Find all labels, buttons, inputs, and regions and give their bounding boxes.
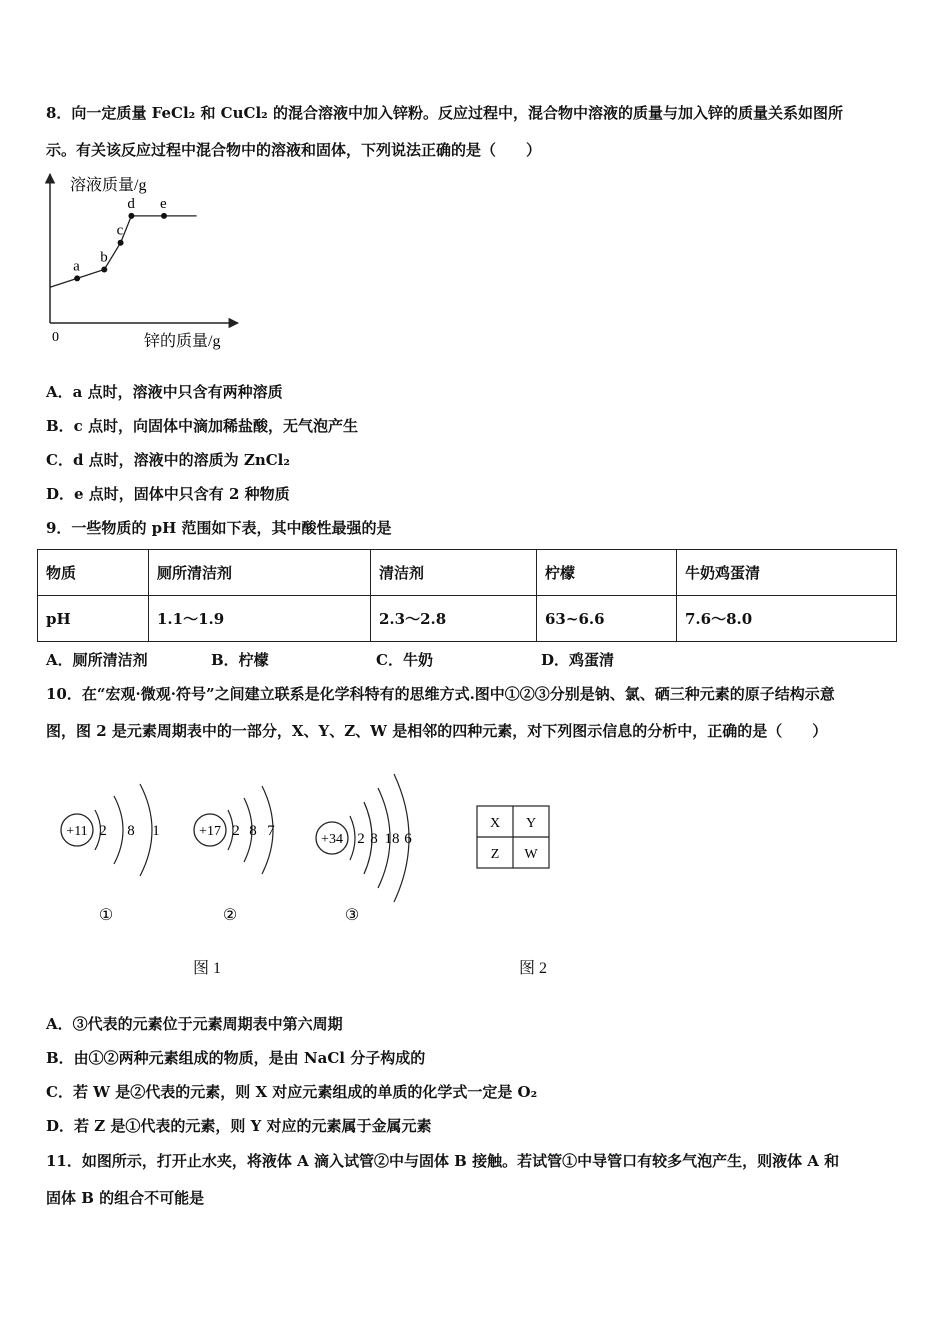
shell-electrons: 7 — [267, 823, 275, 839]
shell-electrons: 2 — [99, 823, 107, 839]
shell-electrons: 8 — [370, 831, 378, 847]
table-cell: 牛奶鸡蛋清 — [677, 550, 897, 596]
table-header-row — [38, 550, 897, 596]
q9-option-b: B．柠檬 — [211, 651, 269, 669]
data-point-d — [128, 213, 134, 219]
q9-option-a: A．厕所清洁剂 — [46, 651, 148, 669]
data-point-c — [118, 240, 124, 246]
data-point-b — [101, 266, 107, 272]
grid-cell: X — [489, 816, 501, 831]
atom-selenium — [316, 774, 412, 924]
table-cell: 7.6～8.0 — [677, 596, 897, 642]
origin-label: 0 — [52, 330, 59, 345]
q10-option-a: A．③代表的元素位于元素周期表中第六周期 — [46, 1015, 343, 1033]
q10-option-b: B．由①②两种元素组成的物质，是由 NaCl 分子构成的 — [46, 1049, 426, 1067]
zinc-mass-chart — [40, 168, 300, 358]
grid-cell: Z — [490, 847, 500, 862]
data-point-label: c — [116, 222, 124, 239]
q8-option-a: A．a 点时，溶液中只含有两种溶质 — [46, 383, 283, 401]
atom-mark: ② — [222, 907, 238, 924]
q10-stem-line2: 图，图 2 是元素周期表中的一部分，X、Y、Z、W 是相邻的四种元素，对下列图示信息的分析中，正确的是（ ） — [46, 722, 828, 740]
q11-stem-line2: 固体 B 的组合不可能是 — [46, 1189, 205, 1207]
q10-stem-line1: 10．在“宏观·微观·符号”之间建立联系是化学科特有的思维方式.图中①②③分别是钠、氯、硒三种元素的原子结构示意 — [46, 685, 835, 703]
table-cell: 63~6.6 — [537, 596, 677, 642]
shell-electrons: 6 — [404, 831, 412, 847]
shell-electrons: 18 — [384, 831, 400, 847]
q8-stem-line2: 示。有关该反应过程中混合物中的溶液和固体，下列说法正确的是（ ） — [46, 141, 542, 159]
atom-mark: ① — [98, 907, 114, 924]
periodic-table-fragment — [476, 805, 552, 871]
figure-2-label: 图 2 — [519, 960, 548, 977]
data-point-label: e — [160, 195, 167, 212]
atom-structure-figure — [40, 758, 480, 948]
shell-electrons: 2 — [357, 831, 365, 847]
table-cell: pH — [38, 596, 149, 642]
table-row — [38, 596, 897, 642]
y-axis-label: 溶液质量/g — [70, 177, 147, 194]
shell-electrons: 2 — [232, 823, 240, 839]
data-point-a — [74, 275, 80, 281]
grid-cell: Y — [525, 816, 537, 831]
shell-electrons: 1 — [152, 823, 160, 839]
table-cell: 2.3～2.8 — [371, 596, 537, 642]
q10-option-c: C．若 W 是②代表的元素，则 X 对应元素组成的单质的化学式一定是 O₂ — [46, 1083, 538, 1101]
q9-options — [46, 649, 614, 670]
grid-cell: W — [524, 847, 538, 862]
data-point-label: b — [100, 249, 108, 266]
q11-stem-line1: 11．如图所示，打开止水夹，将液体 A 滴入试管②中与固体 B 接触。若试管①中导管口有较多气泡产生，则液体 A 和 — [46, 1152, 840, 1170]
x-axis-label: 锌的质量/g — [144, 333, 221, 350]
nucleus-label: +34 — [321, 832, 343, 847]
atom-chlorine — [194, 786, 275, 924]
q9-option-d: D．鸡蛋清 — [541, 651, 615, 669]
q8-option-d: D．e 点时，固体中只含有 2 种物质 — [46, 485, 290, 503]
table-cell: 清洁剂 — [371, 550, 537, 596]
table-cell: 厕所清洁剂 — [149, 550, 371, 596]
shell-electrons: 8 — [249, 823, 257, 839]
table-cell: 1.1～1.9 — [149, 596, 371, 642]
q10-option-d: D．若 Z 是①代表的元素，则 Y 对应的元素属于金属元素 — [46, 1117, 432, 1135]
q8-stem-line1: 8．向一定质量 FeCl₂ 和 CuCl₂ 的混合溶液中加入锌粉。反应过程中，混合物中溶液的质量与加入锌的质量关系如图所 — [46, 104, 843, 122]
data-point-label: a — [73, 258, 80, 275]
atom-sodium — [61, 784, 160, 924]
data-point-e — [161, 213, 167, 219]
shell-electrons: 8 — [127, 823, 135, 839]
q9-option-c: C．牛奶 — [376, 651, 433, 669]
nucleus-label: +17 — [199, 824, 221, 839]
q9-stem: 9．一些物质的 pH 范围如下表，其中酸性最强的是 — [46, 519, 392, 537]
solution-mass-line — [50, 216, 197, 287]
table-cell: 物质 — [38, 550, 149, 596]
figure-1-label: 图 1 — [193, 960, 222, 977]
nucleus-label: +11 — [66, 824, 88, 839]
q8-option-b: B．c 点时，向固体中滴加稀盐酸，无气泡产生 — [46, 417, 359, 435]
atom-mark: ③ — [344, 907, 360, 924]
table-cell: 柠檬 — [537, 550, 677, 596]
data-point-label: d — [127, 195, 135, 212]
q8-option-c: C．d 点时，溶液中的溶质为 ZnCl₂ — [46, 451, 290, 469]
ph-table — [37, 549, 897, 642]
